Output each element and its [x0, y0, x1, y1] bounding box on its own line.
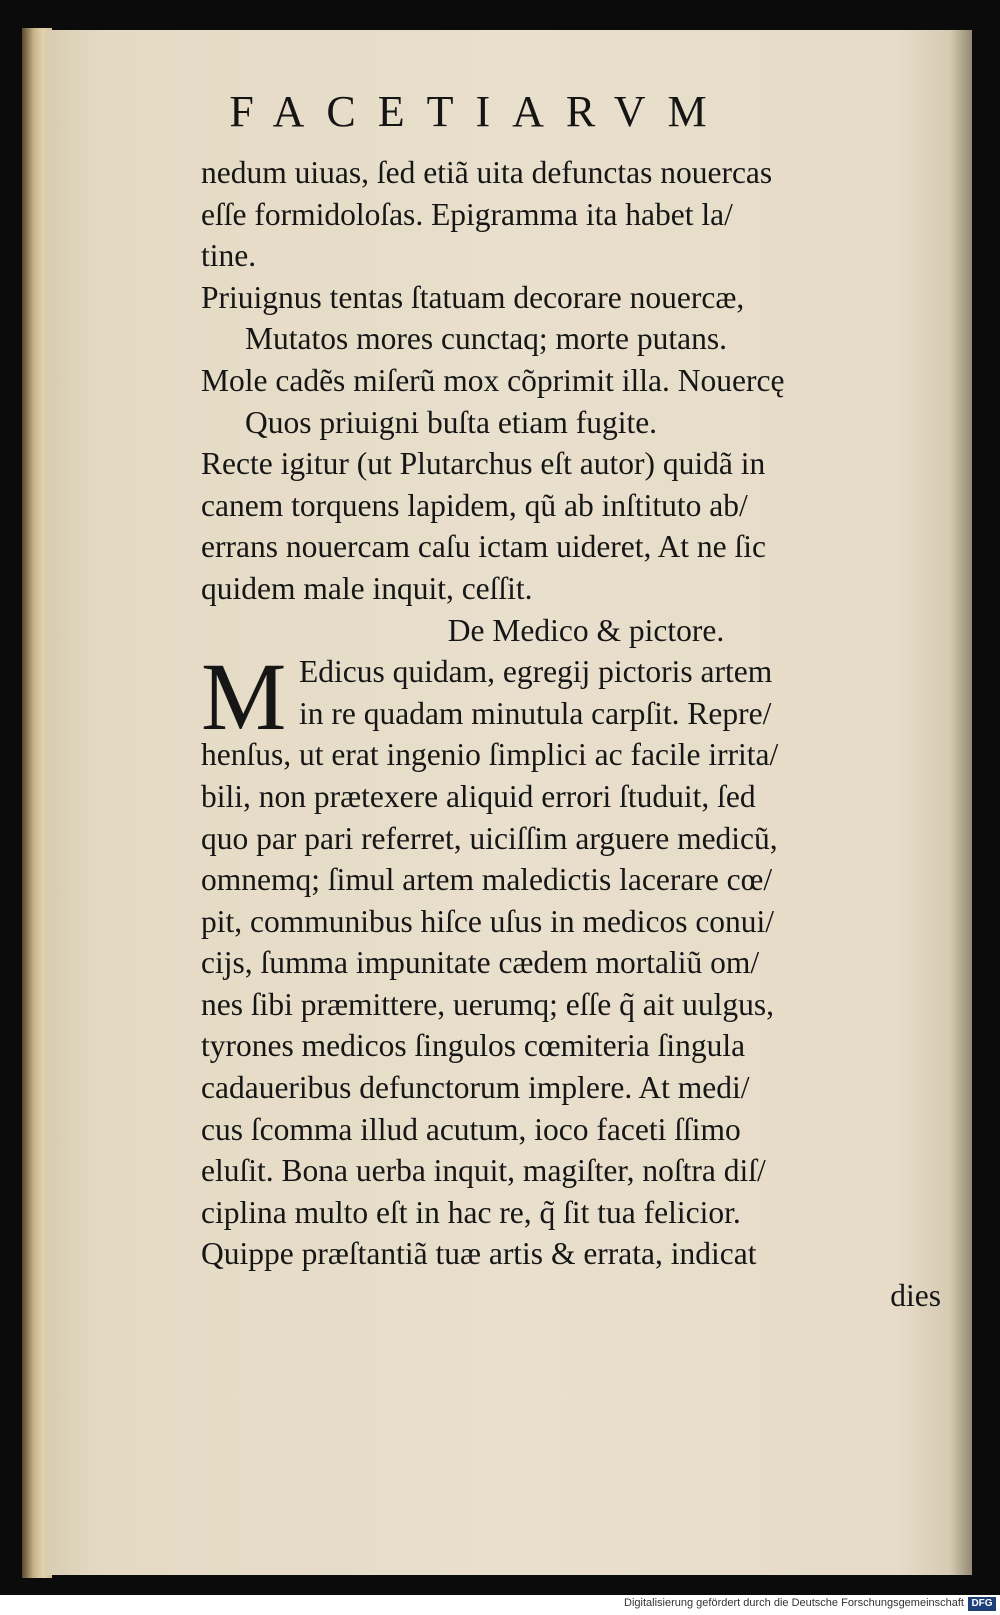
text-block	[201, 152, 941, 1317]
text-line: Recte igitur (ut Plutarchus eſt autor) quidã in	[201, 446, 766, 482]
text-line: errans nouercam caſu ictam uideret, At ne ſic	[201, 529, 767, 565]
dropcap-paragraph-start	[201, 643, 941, 751]
text-line: cadaueribus defunctorum implere. At medi/	[201, 1070, 750, 1106]
text-line: canem torquens lapidem, qũ ab inſtituto ab/	[201, 487, 748, 523]
text-line: henſus, ut erat ingenio ſimplici ac facile irrita/	[201, 737, 779, 773]
verse-line: Mole cadẽs miſerũ mox cõprimit illa. Nouercę	[201, 362, 785, 398]
text-line: pit, communibus hiſce uſus in medicos conui/	[201, 903, 775, 939]
verse-line: Priuignus tentas ſtatuam decorare nouercæ,	[201, 279, 745, 315]
text-line: in re quadam minutula carpſit. Repre/	[299, 695, 772, 731]
text-line: nedum uiuas, ſed etiã uita defunctas nouercas	[201, 155, 773, 190]
section-heading: De Medico & pictore.	[447, 612, 725, 648]
verse-line: Quos priuigni buſta etiam fugite.	[245, 404, 658, 440]
book-page	[46, 30, 972, 1575]
text-line: nes ſibi præmittere, uerumq; eſſe q̃ ait uulgus,	[201, 986, 775, 1022]
dfg-logo: DFG	[968, 1597, 996, 1611]
verse-line: Mutatos mores cunctaq; morte putans.	[245, 321, 728, 357]
text-line: tyrones medicos ſingulos cœmiteria ſingula	[201, 1028, 746, 1064]
catchword: dies	[890, 1278, 941, 1314]
text-line: eluſit. Bona uerba inquit, magiſter, noſtra diſ/	[201, 1153, 766, 1189]
running-head: FACETIARVM	[229, 87, 729, 136]
text-line: Edicus quidam, egregij pictoris artem	[299, 654, 773, 690]
digitization-credit: Digitalisierung gefördert durch die Deutsche Forschungsgemeinschaft	[624, 1597, 964, 1609]
text-line: quidem male inquit, ceſſit.	[201, 570, 533, 606]
text-line: quo par pari referret, uiciſſim arguere medicũ,	[201, 820, 778, 856]
text-line: cijs, ſumma impunitate cædem mortaliũ om/	[201, 945, 760, 981]
text-line: omnemq; ſimul artem maledictis lacerare cœ/	[201, 862, 773, 898]
drop-cap: M	[201, 643, 287, 751]
text-line: tine.	[201, 238, 257, 274]
text-line: Quippe præſtantiã tuæ artis & errata, indicat	[201, 1236, 757, 1272]
text-line: cus ſcomma illud acutum, ioco faceti ſſimo	[201, 1111, 741, 1147]
text-line: eſſe formidoloſas. Epigramma ita habet la/	[201, 196, 733, 232]
text-line: bili, non prætexere aliquid errori ſtuduit, ſed	[201, 778, 756, 814]
page-gutter-shadow	[950, 30, 972, 1575]
text-line: ciplina multo eſt in hac re, q̃ ſit tua felicior.	[201, 1194, 741, 1230]
